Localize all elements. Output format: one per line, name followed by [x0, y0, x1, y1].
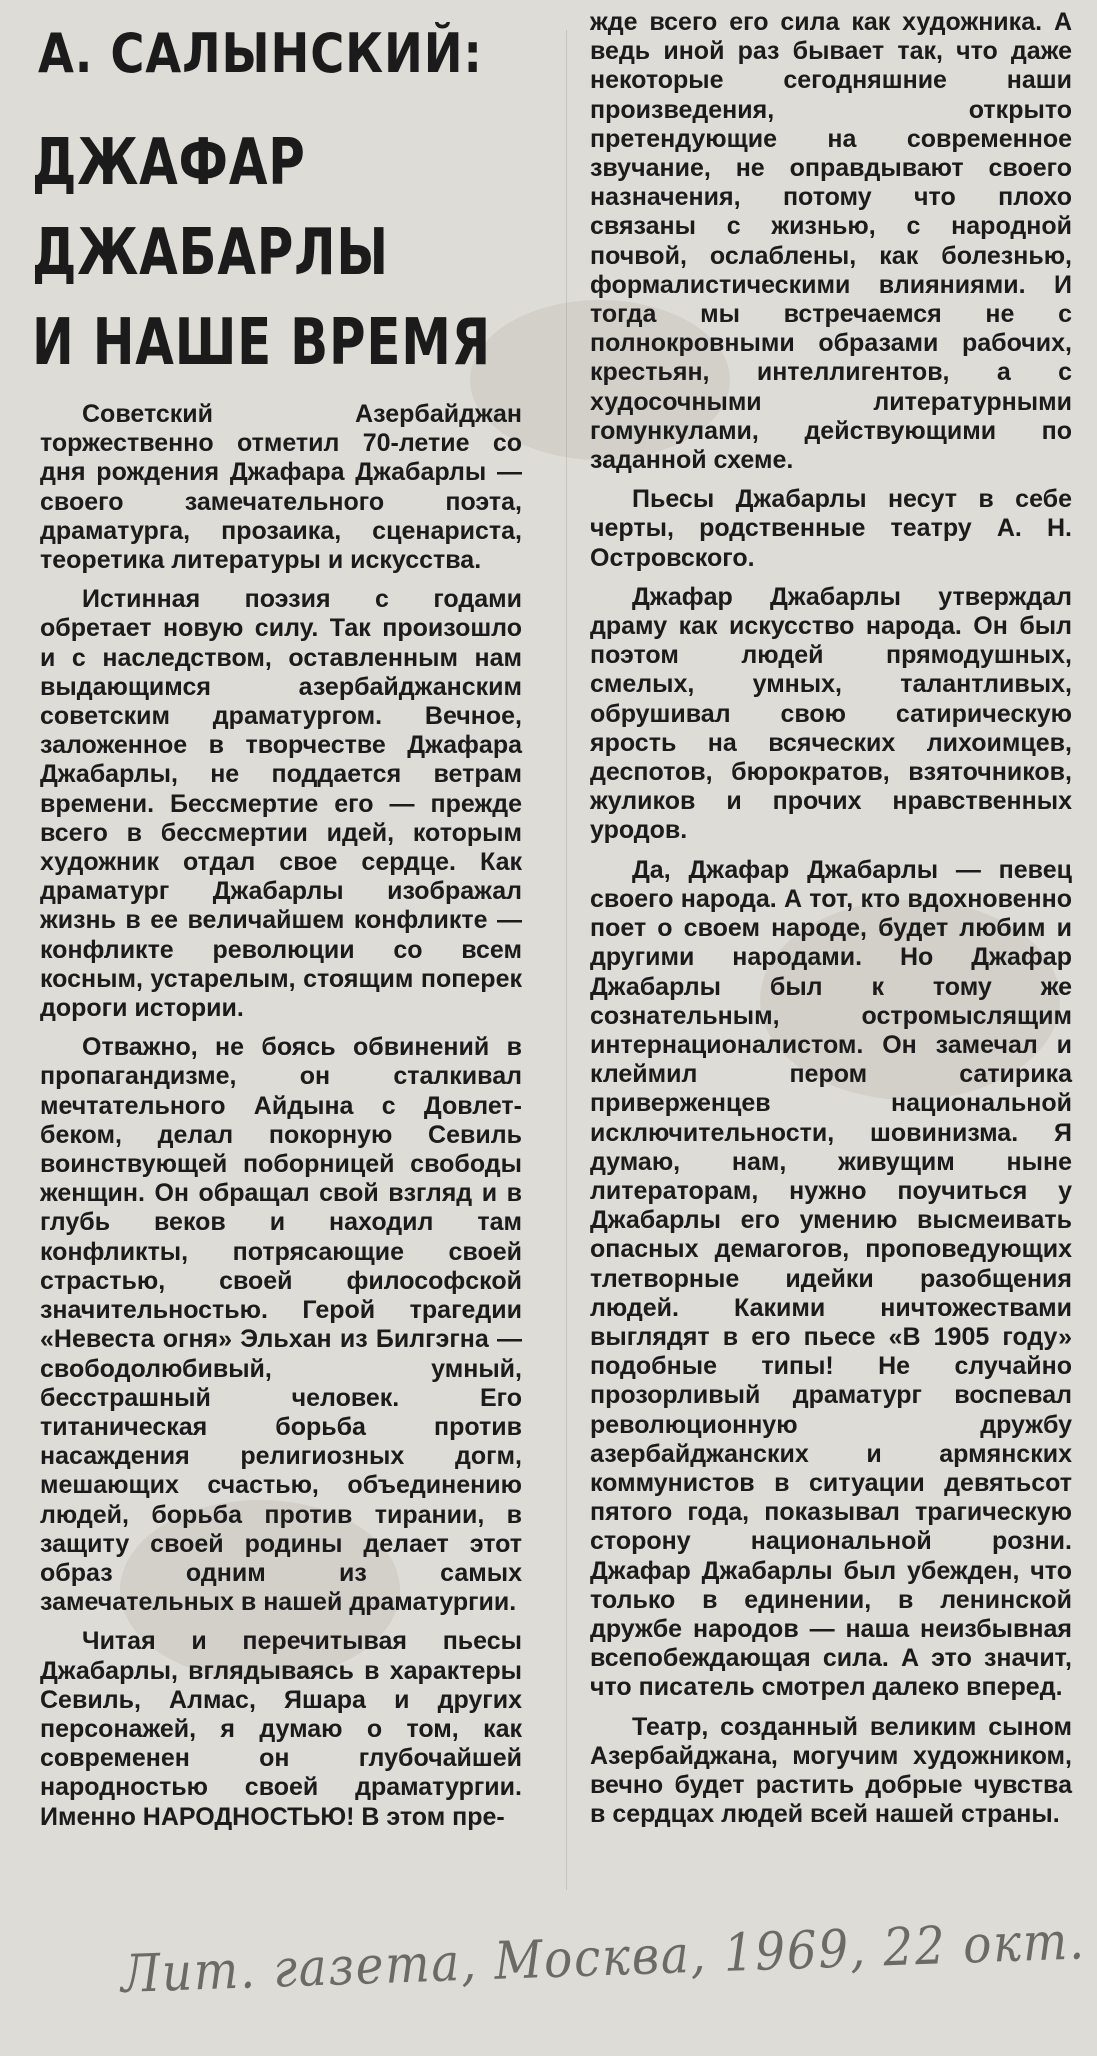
column-divider — [566, 30, 567, 1890]
paragraph: Читая и перечитывая пьесы Джабарлы, вглядываясь в характеры Севиль, Алмас, Яшара и других персонажей, я думаю о том, как современен он глубочайшей народностью своей драматургии. Именно НАРОДНОСТЬЮ! В этом пре- — [40, 1627, 522, 1831]
paragraph: Советский Азербайджан торжественно отметил 70-летие со дня рождения Джафара Джабарлы — своего замечательного поэта, драматурга, прозаика, сценариста, теоретика литературы и искусства. — [40, 400, 522, 575]
right-column — [590, 8, 1072, 1839]
paragraph: Истинная поэзия с годами обретает новую силу. Так произошло и с наследством, оставленным нам выдающимся азербайджанским советским драматургом. Вечное, заложенное в творчестве Джафара Джабарлы, не поддается ветрам времени. Бессмертие его — прежде всего в бессмертии идей, которым художник отдал свое сердце. Как драматург Джабарлы изображал жизнь в ее величайшем конфликте — конфликте революции со всем косным, устарелым, стоящим поперек дороги истории. — [40, 585, 522, 1023]
paragraph: Джафар Джабарлы утверждал драму как искусство народа. Он был поэтом людей прямодушных, смелых, умных, талантливых, обрушивал свою сатирическую ярость на всяческих лихоимцев, деспотов, бюрократов, взяточников, жуликов и прочих нравственных уродов. — [590, 582, 1072, 845]
paragraph: Пьесы Джабарлы несут в себе черты, родственные театру А. Н. Островского. — [590, 485, 1072, 572]
paragraph: Отважно, не боясь обвинений в пропагандизме, он сталкивал мечтательного Айдына с Довлет-беком, делал покорную Севиль воинствующей поборницей свободы женщин. Он обращал свой взгляд и в глубь веков и находил там конфликты, потрясающие своей страстью, своей философской значительностью. Герой трагедии «Невеста огня» Эльхан из Билгэгна — свободолюбивый, умный, бесстрашный человек. Его титаническая борьба против насаждения религиозных догм, мешающих счастью, объединению людей, борьба против тирании, в защиту своей родины делает этот образ одним из самых замечательных в нашей драматургии. — [40, 1033, 522, 1617]
headline-line: ДЖАБАРЛЫ — [32, 216, 389, 290]
author-byline: А. САЛЫНСКИЙ: — [38, 22, 483, 85]
paragraph: Театр, созданный великим сыном Азербайджана, могучим художником, вечно будет растить добрые чувства в сердцах людей всей нашей страны. — [590, 1712, 1072, 1829]
left-column — [40, 400, 522, 1842]
headline-line: И НАШЕ ВРЕМЯ — [32, 306, 491, 380]
paragraph-continued: жде всего его сила как художника. А ведь иной раз бывает так, что даже некоторые сегодняшние наши произведения, открыто претендующие на современное звучание, не оправдывают своего назначения, потому что плохо связаны с жизнью, с народной почвой, ослаблены, как болезнью, формалистическими влияниями. И тогда мы встречаемся не с полнокровными образами рабочих, крестьян, интеллигентов, а с худосочными литературными гомункулами, действующими по заданной схеме. — [590, 8, 1072, 475]
paragraph: Да, Джафар Джабарлы — певец своего народа. А тот, кто вдохновенно поет о своем народе, будет любим и другими народами. Но Джафар Джабарлы был к тому же сознательным, остромыслящим интернационалистом. Он замечал и клеймил пером сатирика приверженцев национальной исключительности, шовинизма. Я думаю, нам, живущим ныне литераторам, нужно поучиться у Джабарлы его умению высмеивать опасных демагогов, проповедующих тлетворные идейки разобщения людей. Какими ничтожествами выглядят в его пьесе «В 1905 году» подобные типы! Не случайно прозорливый драматург воспевал революционную дружбу азербайджанских и армянских коммунистов в ситуации девятьсот пятого года, показывал трагическую сторону национальной розни. Джафар Джабарлы был убежден, что только в единении, в ленинской дружбе народов — наша неизбывная всепобеждающая сила. А это значит, что писатель смотрел далеко вперед. — [590, 855, 1072, 1702]
headline-line: ДЖАФАР — [32, 126, 306, 200]
article-headline — [32, 118, 491, 388]
handwritten-source-note: Лит. газета, Москва, 1969, 22 окт. — [120, 1911, 1087, 2005]
